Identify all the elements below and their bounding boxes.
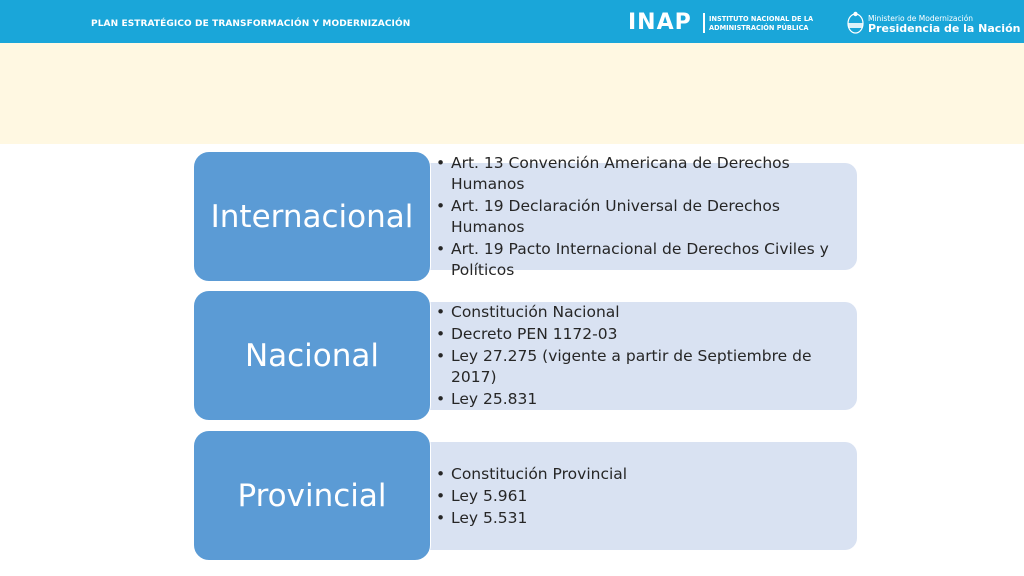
presidencia-label: Presidencia de la Nación <box>868 22 1021 35</box>
logo-divider <box>703 13 705 33</box>
inap-subtitle-line1: INSTITUTO NACIONAL DE LA <box>709 15 814 23</box>
internacional-items-box <box>414 153 857 279</box>
list-item: • Art. 19 Declaración Universal de Derechos Humanos <box>436 196 849 238</box>
level-provincial <box>193 430 431 561</box>
list-item: • Art. 19 Pacto Internacional de Derechos Civiles y Políticos <box>436 239 849 281</box>
list-item: • Constitución Nacional <box>436 302 849 323</box>
list-item: • Constitución Provincial <box>436 464 849 485</box>
list-item: • Art. 13 Convención Americana de Derechos Humanos <box>436 153 849 195</box>
list-item: • Ley 25.831 <box>436 389 849 410</box>
level-label: Provincial <box>237 477 387 514</box>
level-nacional <box>193 290 431 421</box>
ministerio-label: Ministerio de Modernización <box>868 14 974 23</box>
plan-title: PLAN ESTRATÉGICO DE TRANSFORMACIÓN Y MODERNIZACIÓN <box>91 19 411 29</box>
nacional-items-box <box>414 302 857 410</box>
header-bar <box>0 0 1024 43</box>
internacional-list <box>436 152 849 282</box>
list-item: • Ley 27.275 (vigente a partir de Septiembre de 2017) <box>436 346 849 388</box>
inap-subtitle <box>709 15 813 33</box>
inap-logo: INAP <box>628 10 692 35</box>
list-item: • Decreto PEN 1172-03 <box>436 324 849 345</box>
level-internacional <box>193 151 431 282</box>
level-label: Nacional <box>244 337 380 374</box>
level-label: Internacional <box>210 198 414 235</box>
provincial-list <box>436 463 849 530</box>
inap-subtitle-line2: ADMINISTRACIÓN PÚBLICA <box>709 24 809 32</box>
list-item: • Ley 5.531 <box>436 508 849 529</box>
nacional-list <box>436 301 849 411</box>
provincial-items-box <box>414 442 857 550</box>
list-item: • Ley 5.961 <box>436 486 849 507</box>
national-emblem-icon <box>847 11 864 35</box>
title-band <box>0 43 1024 144</box>
